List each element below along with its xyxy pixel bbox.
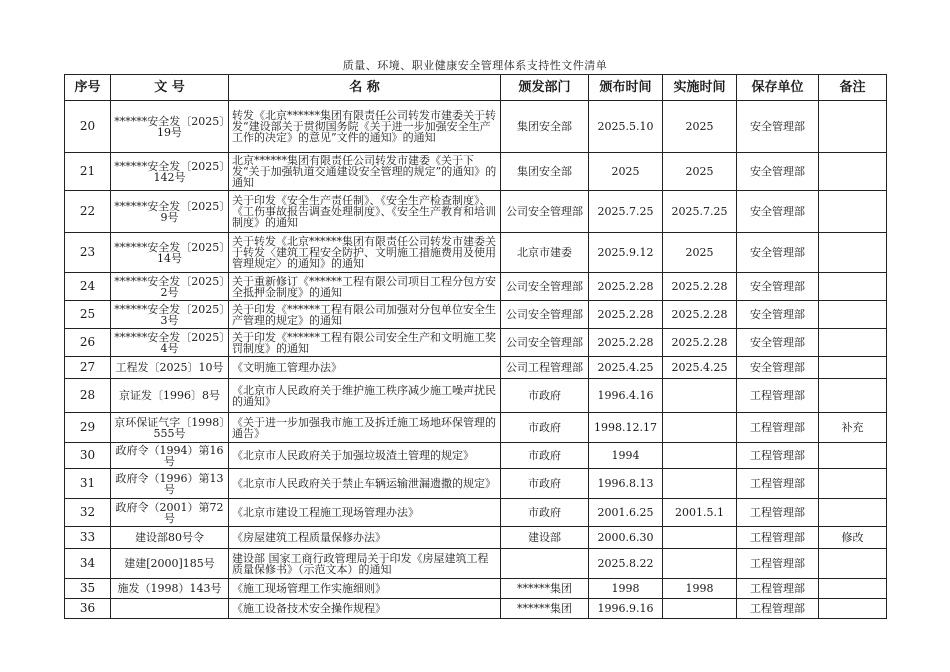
row-document-name: 关于重新修订《******工程有限公司项目工程分包方安全抵押金制度》的通知: [229, 273, 501, 301]
table-row: [65, 527, 887, 549]
row-remarks: [819, 499, 887, 527]
row-document-name: 《北京市人民政府关于禁止车辆运输泄漏遗撒的规定》: [229, 469, 501, 499]
row-number: 27: [65, 357, 111, 379]
row-keeping-unit: 安全管理部: [737, 301, 819, 329]
table-row: [65, 191, 887, 233]
row-document-number: ******安全发〔2025〕4号: [111, 329, 229, 357]
row-number: 23: [65, 233, 111, 273]
row-document-name: 北京******集团有限责任公司转发市建委《关于下发“关于加强轨道交通建设安全管理的规定”的通知》的通知: [229, 153, 501, 191]
row-effective-date: 2025.2.28: [663, 273, 737, 301]
row-document-name: 《文明施工管理办法》: [229, 357, 501, 379]
header-issuing-department: 颁发部门: [501, 75, 589, 101]
document-title: 质量、环境、职业健康安全管理体系支持性文件清单: [342, 59, 608, 72]
row-remarks: [819, 357, 887, 379]
row-number: 29: [65, 413, 111, 443]
row-effective-date: [663, 443, 737, 469]
table-row: [65, 499, 887, 527]
row-keeping-unit: 安全管理部: [737, 273, 819, 301]
row-number: 33: [65, 527, 111, 549]
row-issue-date: 2000.6.30: [589, 527, 663, 549]
row-issuing-department: 市政府: [501, 499, 589, 527]
row-remarks: [819, 301, 887, 329]
row-issuing-department: 市政府: [501, 413, 589, 443]
row-document-number: 政府令（2001）第72号: [111, 499, 229, 527]
row-document-number: 施发（1998）143号: [111, 579, 229, 599]
row-remarks: [819, 233, 887, 273]
row-effective-date: [663, 469, 737, 499]
row-number: 21: [65, 153, 111, 191]
row-document-name: 《北京市人民政府关于维护施工秩序减少施工噪声扰民的通知》: [229, 379, 501, 413]
row-effective-date: 2025: [663, 233, 737, 273]
row-document-name: 《北京市人民政府关于加强垃圾渣土管理的规定》: [229, 443, 501, 469]
row-document-name: 关于印发《******工程有限公司加强对分包单位安全生产管理的规定》的通知: [229, 301, 501, 329]
row-effective-date: 2001.5.1: [663, 499, 737, 527]
row-effective-date: 2025: [663, 101, 737, 153]
row-issue-date: 2025.9.12: [589, 233, 663, 273]
row-effective-date: [663, 527, 737, 549]
row-document-name: 关于印发《******工程有限公司安全生产和文明施工奖罚制度》的通知: [229, 329, 501, 357]
row-remarks: [819, 549, 887, 579]
row-keeping-unit: 工程管理部: [737, 579, 819, 599]
row-issue-date: 2025.2.28: [589, 301, 663, 329]
table-row: [65, 579, 887, 599]
row-keeping-unit: 工程管理部: [737, 549, 819, 579]
table-row: [65, 301, 887, 329]
row-effective-date: [663, 379, 737, 413]
row-issuing-department: 市政府: [501, 443, 589, 469]
support-documents-table: [64, 74, 887, 619]
table-row: [65, 153, 887, 191]
row-effective-date: 1998: [663, 579, 737, 599]
row-issuing-department: ******集团: [501, 579, 589, 599]
row-issuing-department: 公司安全管理部: [501, 273, 589, 301]
row-remarks: [819, 273, 887, 301]
row-number: 32: [65, 499, 111, 527]
table-row: [65, 357, 887, 379]
row-issue-date: 2025: [589, 153, 663, 191]
row-issuing-department: 北京市建委: [501, 233, 589, 273]
row-keeping-unit: 安全管理部: [737, 101, 819, 153]
row-issue-date: 1994: [589, 443, 663, 469]
row-effective-date: 2025: [663, 153, 737, 191]
row-issue-date: 2025.2.28: [589, 329, 663, 357]
row-issuing-department: ******集团: [501, 599, 589, 619]
table-row: [65, 101, 887, 153]
row-keeping-unit: 安全管理部: [737, 191, 819, 233]
row-document-number: 建建[2000]185号: [111, 549, 229, 579]
row-issue-date: 2025.5.10: [589, 101, 663, 153]
row-document-number: 京环保证气字〔1998〕555号: [111, 413, 229, 443]
row-number: 36: [65, 599, 111, 619]
row-number: 30: [65, 443, 111, 469]
row-document-name: 《北京市建设工程施工现场管理办法》: [229, 499, 501, 527]
row-document-name: 《房屋建筑工程质量保修办法》: [229, 527, 501, 549]
row-remarks: 修改: [819, 527, 887, 549]
row-document-number: ******安全发〔2025〕142号: [111, 153, 229, 191]
row-remarks: [819, 329, 887, 357]
row-effective-date: 2025.2.28: [663, 329, 737, 357]
row-effective-date: 2025.7.25: [663, 191, 737, 233]
row-keeping-unit: 工程管理部: [737, 443, 819, 469]
row-document-number: 建设部80号令: [111, 527, 229, 549]
row-issue-date: 2001.6.25: [589, 499, 663, 527]
row-keeping-unit: 安全管理部: [737, 357, 819, 379]
row-remarks: [819, 101, 887, 153]
row-issue-date: 2025.2.28: [589, 273, 663, 301]
header-number: 序号: [65, 75, 111, 101]
row-effective-date: [663, 413, 737, 443]
row-keeping-unit: 工程管理部: [737, 499, 819, 527]
row-document-name: 转发《北京******集团有限责任公司转发市建委关于转发“建设部关于贯彻国务院《关于进一步加强安全生产工作的决定》的意见”文件的通知》的通知: [229, 101, 501, 153]
row-document-number: 政府令（1996）第13号: [111, 469, 229, 499]
row-number: 26: [65, 329, 111, 357]
row-issue-date: 2025.8.22: [589, 549, 663, 579]
row-issuing-department: 市政府: [501, 379, 589, 413]
row-document-number: ******安全发〔2025〕2号: [111, 273, 229, 301]
row-keeping-unit: 工程管理部: [737, 413, 819, 443]
row-keeping-unit: 安全管理部: [737, 329, 819, 357]
row-issuing-department: 集团安全部: [501, 101, 589, 153]
row-document-number: 工程发〔2025〕10号: [111, 357, 229, 379]
row-issuing-department: 公司工程管理部: [501, 357, 589, 379]
row-keeping-unit: 工程管理部: [737, 379, 819, 413]
row-issuing-department: 公司安全管理部: [501, 329, 589, 357]
row-number: 34: [65, 549, 111, 579]
row-document-number: ******安全发〔2025〕3号: [111, 301, 229, 329]
row-number: 22: [65, 191, 111, 233]
row-issuing-department: 建设部: [501, 527, 589, 549]
row-issuing-department: 集团安全部: [501, 153, 589, 191]
table-row: [65, 443, 887, 469]
row-effective-date: [663, 599, 737, 619]
row-remarks: 补充: [819, 413, 887, 443]
row-keeping-unit: 工程管理部: [737, 599, 819, 619]
row-document-name: 关于转发《北京******集团有限责任公司转发市建委关于转发〈建筑工程安全防护、文明施工措施费用及使用管理规定〉的通知》的通知: [229, 233, 501, 273]
table-row: [65, 233, 887, 273]
table-row: [65, 599, 887, 619]
row-number: 28: [65, 379, 111, 413]
row-number: 31: [65, 469, 111, 499]
row-issuing-department: 市政府: [501, 469, 589, 499]
row-issue-date: 1996.8.13: [589, 469, 663, 499]
row-issue-date: 1996.4.16: [589, 379, 663, 413]
row-issue-date: 1998.12.17: [589, 413, 663, 443]
row-issue-date: 2025.4.25: [589, 357, 663, 379]
header-document-name: 名 称: [229, 75, 501, 101]
row-remarks: [819, 599, 887, 619]
table-row: [65, 549, 887, 579]
row-keeping-unit: 工程管理部: [737, 469, 819, 499]
row-remarks: [819, 379, 887, 413]
row-number: 35: [65, 579, 111, 599]
row-number: 24: [65, 273, 111, 301]
row-effective-date: 2025.4.25: [663, 357, 737, 379]
row-remarks: [819, 443, 887, 469]
row-issue-date: 1996.9.16: [589, 599, 663, 619]
table-row: [65, 273, 887, 301]
row-remarks: [819, 191, 887, 233]
row-effective-date: 2025.2.28: [663, 301, 737, 329]
header-remarks: 备注: [819, 75, 887, 101]
table-row: [65, 329, 887, 357]
row-issue-date: 2025.7.25: [589, 191, 663, 233]
row-issuing-department: 公司安全管理部: [501, 301, 589, 329]
row-effective-date: [663, 549, 737, 579]
row-document-number: [111, 599, 229, 619]
row-document-name: 建设部 国家工商行政管理局关于印发《房屋建筑工程质量保修书》（示范文本）的通知: [229, 549, 501, 579]
table-header-row: [65, 75, 887, 101]
row-keeping-unit: 工程管理部: [737, 527, 819, 549]
row-issuing-department: [501, 549, 589, 579]
row-document-name: 《关于进一步加强我市施工及拆迁施工场地环保管理的通告》: [229, 413, 501, 443]
row-issue-date: 1998: [589, 579, 663, 599]
table-row: [65, 413, 887, 443]
row-document-name: 《施工设备技术安全操作规程》: [229, 599, 501, 619]
row-remarks: [819, 469, 887, 499]
row-keeping-unit: 安全管理部: [737, 233, 819, 273]
row-document-number: 京证发〔1996〕8号: [111, 379, 229, 413]
header-document-number: 文 号: [111, 75, 229, 101]
header-keeping-unit: 保存单位: [737, 75, 819, 101]
row-keeping-unit: 安全管理部: [737, 153, 819, 191]
row-remarks: [819, 579, 887, 599]
table-row: [65, 469, 887, 499]
header-effective-date: 实施时间: [663, 75, 737, 101]
row-document-name: 关于印发《安全生产责任制》、《安全生产检查制度》、《工伤事故报告调查处理制度》、《安全生产教育和培训制度》的通知: [229, 191, 501, 233]
row-document-number: ******安全发〔2025〕9号: [111, 191, 229, 233]
row-remarks: [819, 153, 887, 191]
row-document-number: ******安全发〔2025〕14号: [111, 233, 229, 273]
row-number: 20: [65, 101, 111, 153]
row-document-number: ******安全发〔2025〕19号: [111, 101, 229, 153]
row-number: 25: [65, 301, 111, 329]
header-issue-date: 颁布时间: [589, 75, 663, 101]
row-issuing-department: 公司安全管理部: [501, 191, 589, 233]
row-document-number: 政府令（1994）第16号: [111, 443, 229, 469]
table-row: [65, 379, 887, 413]
row-document-name: 《施工现场管理工作实施细则》: [229, 579, 501, 599]
